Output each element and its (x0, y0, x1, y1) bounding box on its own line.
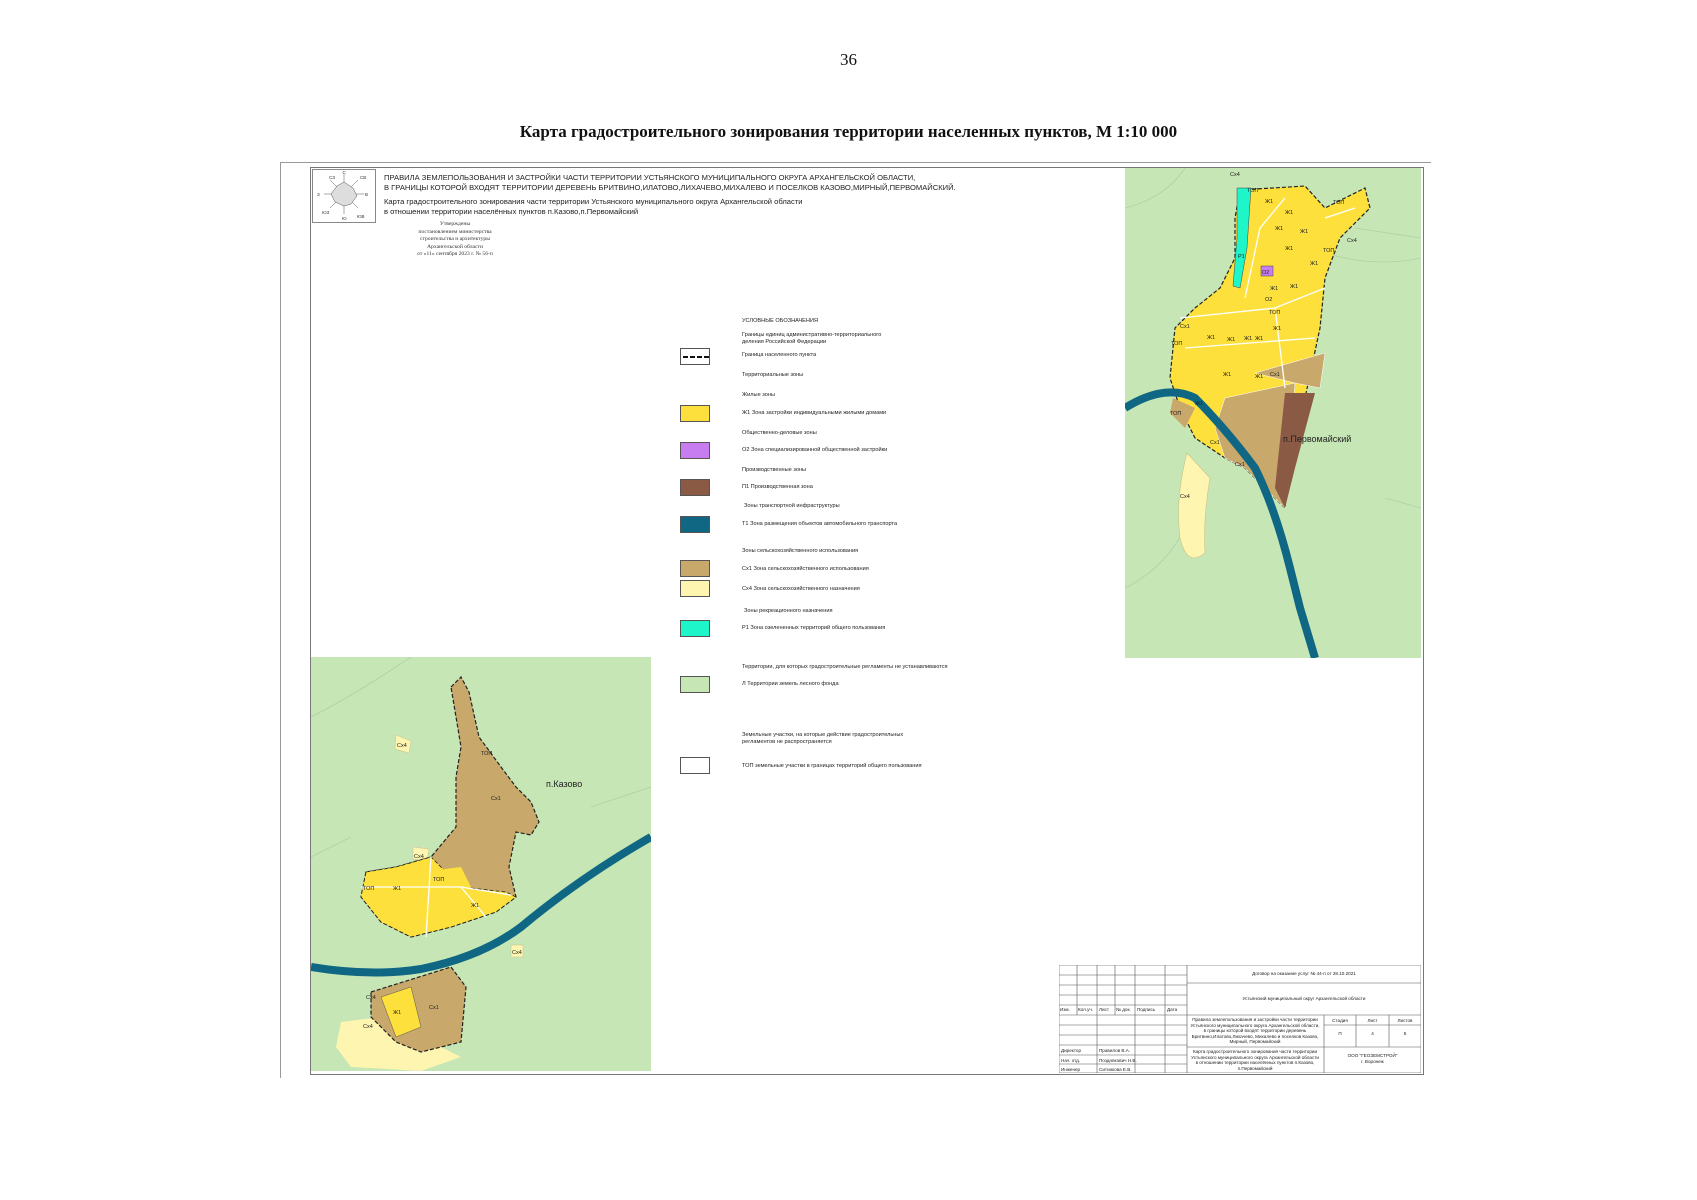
zone-label: Сх4 (366, 995, 376, 1001)
legend-swatch-r1 (680, 620, 710, 637)
page-title: Карта градостроительного зонирования территории населенных пунктов, М 1:10 000 (519, 122, 1178, 141)
tb-col-header: Дата (1167, 1007, 1178, 1012)
zone-label: Ж1 (1285, 246, 1294, 252)
zone-label: Сх4 (1230, 172, 1240, 178)
legend-swatch-top (680, 757, 710, 774)
zone-label: Сх1 (1270, 372, 1280, 378)
compass-label: СВ (360, 175, 367, 180)
map-kazovo[interactable] (311, 657, 651, 1071)
approval-line: Архангельской области (427, 243, 483, 250)
map-pervomaisky[interactable] (1125, 168, 1421, 658)
tb-col-header: Лист (1099, 1007, 1109, 1012)
tb-role: Нач. отд. (1061, 1058, 1081, 1063)
compass-label: ЮВ (357, 214, 365, 219)
legend-item: Граница населенного пункта (742, 352, 817, 358)
zone-label: Сх4 (1347, 238, 1357, 244)
legend-heading: Зоны транспортной инфраструктуры (744, 503, 840, 509)
zone-label: Ж1 (1300, 229, 1309, 235)
legend-item: О2 Зона специализированной общественной застройки (742, 447, 888, 453)
legend-heading: Зоны сельскохозяйственного использования (742, 548, 859, 554)
legend-item: Р1 Зона озелененных территорий общего пользования (742, 625, 886, 631)
tb-col-header: № док. (1116, 1007, 1131, 1012)
zone-label: Ж1 (1195, 401, 1204, 407)
zone-label: ТОП (1170, 411, 1182, 417)
tb-city: г. Воронеж (1361, 1059, 1384, 1064)
tb-col-header: Изм. (1060, 1007, 1070, 1012)
zone-label: Сх4 (397, 743, 407, 749)
page-number: 36 (840, 50, 857, 69)
zone-label: ТОП (1333, 200, 1345, 206)
zone-label: Сх4 (363, 1024, 373, 1030)
tb-stage-value: П (1338, 1031, 1342, 1036)
zone-label: ТОП (363, 886, 375, 892)
tb-sheet-number: 4 (1371, 1031, 1374, 1036)
legend-swatch-sx4 (680, 580, 710, 597)
tb-col-header: Подпись (1137, 1007, 1156, 1012)
tb-col-header: Кол.уч. (1078, 1007, 1094, 1012)
zone-label: Ж1 (471, 903, 480, 909)
zone-label: О2 (1262, 270, 1270, 276)
zone-label: Сх1 (491, 796, 501, 802)
approval-line: от «11» сентября 2023 г. № 56-п (417, 251, 493, 257)
tb-stage-header: Стадия (1332, 1018, 1348, 1023)
title-block (1059, 965, 1421, 1073)
settlement-name: п.Первомайский (1283, 434, 1352, 444)
settlement-name: п.Казово (546, 779, 583, 789)
zone-label: Ж1 (1227, 337, 1236, 343)
sheet-header (384, 173, 956, 217)
legend-heading: Земельные участки, на которые действие градостроительных регламентов не распространяется (742, 732, 904, 745)
tb-sheet-count: 5 (1403, 1031, 1407, 1036)
compass-label: Ю (342, 216, 347, 221)
tb-contract: Договор на оказание услуг № 44-п от 28.10.2021 (1252, 971, 1356, 976)
compass-label: С (342, 170, 346, 175)
tb-role: Директор (1061, 1048, 1082, 1053)
zone-label: Ж1 (1290, 284, 1299, 290)
zone-label: Ж1 (1207, 335, 1216, 341)
legend-item: П1 Производственная зона (742, 484, 813, 490)
compass-label: В (365, 192, 369, 197)
zone-label: Ж1 (1265, 199, 1274, 205)
zone-label: О2 (1265, 297, 1273, 303)
tb-role: Инженер (1061, 1067, 1081, 1072)
zone-label: ТОП (433, 877, 445, 883)
tb-sheet-name: Карта градостроительного зонирования части территории Устьянского муниципального округа Архангельской области в отношении территории населённых пунктов п.Казово, п.Первомайский (1191, 1049, 1319, 1071)
zone-label: Ж1 (1255, 336, 1264, 342)
legend-item: ТОП земельные участки в границах территорий общего пользования (742, 763, 922, 769)
zone-label: Сх1 (1235, 462, 1245, 468)
legend-swatch-zh1 (680, 405, 710, 422)
legend-heading: Жилые зоны (742, 392, 775, 398)
legend-heading: Границы единиц административно-территориального деления Российской Федерации (742, 332, 882, 345)
legend-heading: Территории, для которых градостроительные регламенты не устанавливаются (742, 664, 948, 670)
tb-company: ООО "ГЕОЗЕМСТРОЙ" (1347, 1053, 1398, 1058)
zone-label: Р1 (1238, 254, 1245, 260)
zone-label: Ж1 (1275, 226, 1284, 232)
zone-label: Сх1 (1180, 324, 1190, 330)
legend-heading: Общественно-деловые зоны (742, 430, 817, 436)
zone-label: ТОП (1323, 248, 1335, 254)
approval-line: Утверждены (439, 221, 471, 227)
approval-stamp (400, 221, 510, 259)
zone-label: ТОП (1171, 341, 1183, 347)
legend-swatch-p1 (680, 479, 710, 496)
wind-rose (312, 169, 376, 223)
header-line: ПРАВИЛА ЗЕМЛЕПОЛЬЗОВАНИЯ И ЗАСТРОЙКИ ЧАСТИ ТЕРРИТОРИИ УСТЬЯНСКОГО МУНИЦИПАЛЬНОГО ОКРУГА АРХАНГЕЛЬСКОЙ ОБЛАСТИ, (384, 173, 916, 182)
legend-item: Сх1 Зона сельскохозяйственного использования (742, 566, 869, 572)
legend-item: Л Территории земель лесного фонда (742, 681, 839, 687)
tb-name: Правилов В.А. (1099, 1048, 1131, 1053)
zone-label: Ж1 (1273, 326, 1282, 332)
tb-municipality: Устьянский муниципальный округ Архангельской области (1242, 996, 1366, 1001)
legend-heading: Зоны рекреационного назначения (744, 608, 833, 614)
legend-heading: Производственные зоны (742, 467, 807, 473)
map-legend (680, 312, 1010, 792)
tb-stage-header: Листов (1397, 1018, 1413, 1023)
zone-label: Ж1 (1244, 336, 1253, 342)
tb-name: Ситникова Е.В. (1099, 1067, 1132, 1072)
legend-swatch-o2 (680, 442, 710, 459)
compass-label: СЗ (329, 175, 335, 180)
zone-label: Ж1 (1270, 286, 1279, 292)
legend-swatch-sx1 (680, 560, 710, 577)
compass-label: З (317, 192, 320, 197)
legend-swatch-boundary (680, 348, 710, 365)
zone-label: Сх1 (1210, 440, 1220, 446)
zone-label: Ж1 (1223, 372, 1232, 378)
zone-label: Ж1 (1285, 210, 1294, 216)
legend-item: Т1 Зона размещения объектов автомобильного транспорта (742, 521, 898, 527)
zone-label: Ж1 (1255, 374, 1264, 380)
zone-label: Ж1 (393, 1010, 402, 1016)
zone-label: Ж1 (393, 886, 402, 892)
tb-project-name: Правила землепользования и застройки части территории Устьянского муниципального округа Архангельской области, в границы которой входят территории деревень Бритвино,Илатово,Лихачево, Михалево и поселков Казово, Мирный, Первомайский (1190, 1017, 1320, 1044)
legend-title: УСЛОВНЫЕ ОБОЗНАЧЕНИЯ (742, 318, 819, 324)
zone-label: Сх4 (414, 854, 424, 860)
header-line: В ГРАНИЦЫ КОТОРОЙ ВХОДЯТ ТЕРРИТОРИИ ДЕРЕВЕНЬ БРИТВИНО,ИЛАТОВО,ЛИХАЧЕВО,МИХАЛЕВО И ПОСЕЛКОВ КАЗОВО,МИРНЫЙ,ПЕРВОМАЙСКИЙ. (384, 183, 956, 192)
zone-label: ТОП (1269, 310, 1281, 316)
legend-item: Сх4 Зона сельскохозяйственного назначения (742, 586, 860, 592)
zone-label: Сх4 (1180, 494, 1190, 500)
legend-heading: Территориальные зоны (742, 372, 804, 378)
zone-label: ТОП (481, 751, 493, 757)
zone-label: Сх1 (429, 1005, 439, 1011)
approval-line: постановлением министерства (418, 228, 492, 235)
zone-label: ТОП (1247, 188, 1259, 194)
legend-item: Ж1 Зона застройки индивидуальными жилыми домами (742, 410, 887, 416)
compass-label: ЮЗ (322, 210, 330, 215)
legend-swatch-l (680, 676, 710, 693)
header-line: в отношении территории населённых пунктов п.Казово,п.Первомайский (384, 207, 639, 216)
legend-swatch-t1 (680, 516, 710, 533)
tb-name: Позднякович Н.В. (1099, 1058, 1137, 1063)
header-line: Карта градостроительного зонирования части территории Устьянского муниципального округа Архангельской области (384, 197, 803, 206)
tb-stage-header: Лист (1367, 1018, 1378, 1023)
zone-label: Сх4 (512, 950, 522, 956)
approval-line: строительства и архитектуры (420, 236, 490, 242)
zone-label: Ж1 (1310, 261, 1319, 267)
